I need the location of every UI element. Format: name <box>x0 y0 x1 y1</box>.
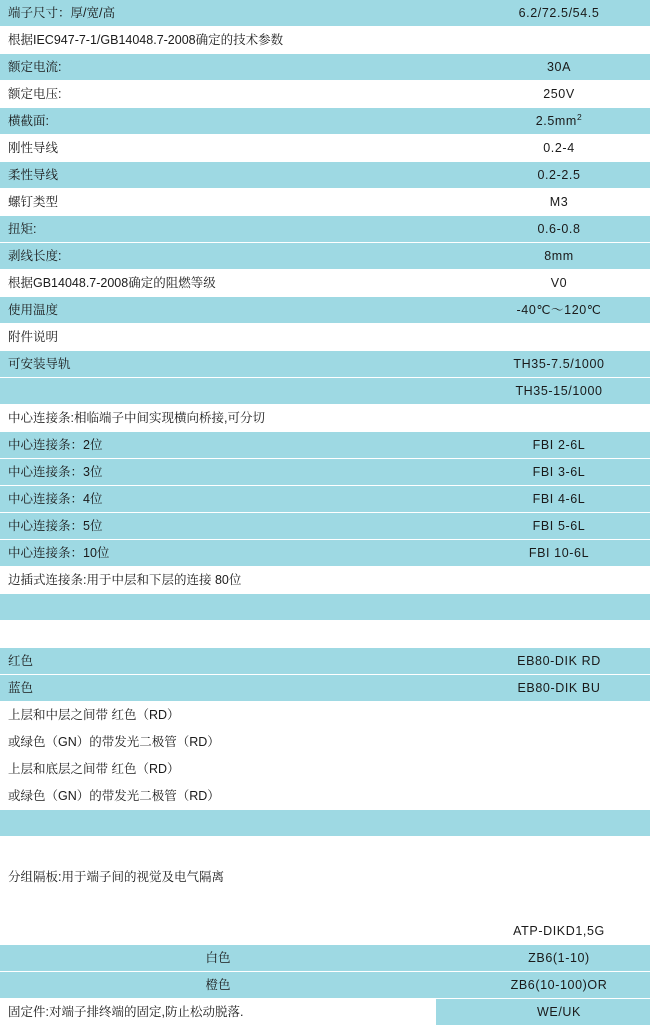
row-value <box>436 891 650 918</box>
table-row <box>0 891 650 918</box>
row-label: 根据IEC947-7-1/GB14048.7-2008确定的技术参数 <box>0 27 436 54</box>
row-value: 0.6-0.8 <box>436 216 650 243</box>
table-row <box>0 162 650 189</box>
row-value <box>436 810 650 837</box>
table-row <box>0 324 650 351</box>
table-row <box>0 27 650 54</box>
row-label: 蓝色 <box>0 675 436 702</box>
table-row <box>0 783 650 810</box>
row-label: 额定电流: <box>0 54 436 81</box>
table-row <box>0 675 650 702</box>
row-label: 使用温度 <box>0 297 436 324</box>
table-row <box>0 405 650 432</box>
row-value: FBI 2-6L <box>436 432 650 459</box>
row-value <box>436 108 650 135</box>
row-label: 白色 <box>0 945 436 972</box>
row-label: 中心连接条：2位 <box>0 432 436 459</box>
row-label: 中心连接条：5位 <box>0 513 436 540</box>
table-row <box>0 270 650 297</box>
row-value <box>436 405 650 432</box>
row-label: 或绿色（GN）的带发光二极管（RD） <box>0 783 436 810</box>
row-value <box>436 783 650 810</box>
row-value: 6.2/72.5/54.5 <box>436 0 650 27</box>
table-row <box>0 567 650 594</box>
row-label <box>0 621 436 648</box>
row-value: FBI 5-6L <box>436 513 650 540</box>
row-label: 固定件:对端子排终端的固定,防止松动脱落. <box>0 999 436 1026</box>
table-row <box>0 540 650 567</box>
row-label: 附件说明 <box>0 324 436 351</box>
table-row <box>0 351 650 378</box>
table-row <box>0 0 650 27</box>
row-value <box>436 702 650 729</box>
table-row <box>0 594 650 621</box>
row-label: 剥线长度: <box>0 243 436 270</box>
row-label <box>0 810 436 837</box>
table-row <box>0 756 650 783</box>
row-value: EB80-DIK RD <box>436 648 650 675</box>
row-value: M3 <box>436 189 650 216</box>
row-value <box>436 324 650 351</box>
row-value: 0.2-2.5 <box>436 162 650 189</box>
table-row <box>0 621 650 648</box>
row-value <box>436 756 650 783</box>
row-value: 0.2-4 <box>436 135 650 162</box>
row-value: FBI 10-6L <box>436 540 650 567</box>
row-value: WE/UK <box>436 999 650 1026</box>
table-row <box>0 486 650 513</box>
row-value: EB80-DIK BU <box>436 675 650 702</box>
table-row <box>0 432 650 459</box>
row-value: 8mm <box>436 243 650 270</box>
row-label: 可安装导轨 <box>0 351 436 378</box>
row-label <box>0 891 436 918</box>
row-value <box>436 567 650 594</box>
row-label: 橙色 <box>0 972 436 999</box>
table-row <box>0 837 650 864</box>
row-label: 边插式连接条:用于中层和下层的连接 80位 <box>0 567 436 594</box>
row-value <box>436 837 650 864</box>
table-row <box>0 945 650 972</box>
row-label: 中心连接条：4位 <box>0 486 436 513</box>
row-label: 刚性导线 <box>0 135 436 162</box>
row-value: FBI 4-6L <box>436 486 650 513</box>
table-row <box>0 189 650 216</box>
row-value <box>436 864 650 891</box>
table-row <box>0 702 650 729</box>
table-row <box>0 54 650 81</box>
row-label: 或绿色（GN）的带发光二极管（RD） <box>0 729 436 756</box>
row-value: ATP-DIKD1,5G <box>436 918 650 945</box>
table-row <box>0 972 650 999</box>
row-label <box>0 594 436 621</box>
row-value: ZB6(10-100)OR <box>436 972 650 999</box>
row-label: 横截面: <box>0 108 436 135</box>
table-row <box>0 864 650 891</box>
table-row <box>0 216 650 243</box>
row-value: V0 <box>436 270 650 297</box>
row-label: 柔性导线 <box>0 162 436 189</box>
row-label <box>0 378 436 405</box>
table-row <box>0 108 650 135</box>
table-row <box>0 648 650 675</box>
table-row <box>0 999 650 1026</box>
row-label: 中心连接条：3位 <box>0 459 436 486</box>
row-label: 中心连接条：10位 <box>0 540 436 567</box>
row-value <box>436 594 650 621</box>
table-row <box>0 729 650 756</box>
row-value: TH35-15/1000 <box>436 378 650 405</box>
table-row <box>0 918 650 945</box>
row-label: 根据GB14048.7-2008确定的阻燃等级 <box>0 270 436 297</box>
row-label: 端子尺寸：厚/宽/高 <box>0 0 436 27</box>
row-label: 扭矩: <box>0 216 436 243</box>
row-label: 分组隔板:用于端子间的视觉及电气隔离 <box>0 864 436 891</box>
row-label: 上层和中层之间带 红色（RD） <box>0 702 436 729</box>
table-row <box>0 297 650 324</box>
table-row <box>0 513 650 540</box>
table-row <box>0 243 650 270</box>
row-value <box>436 729 650 756</box>
row-value: FBI 3-6L <box>436 459 650 486</box>
table-row <box>0 378 650 405</box>
table-row <box>0 81 650 108</box>
table-row <box>0 459 650 486</box>
row-value-superscript: 2 <box>576 111 583 122</box>
table-row <box>0 135 650 162</box>
row-label <box>0 837 436 864</box>
table-row <box>0 810 650 837</box>
row-value <box>436 621 650 648</box>
row-value: ZB6(1-10) <box>436 945 650 972</box>
row-value-text: 2.5mm <box>535 113 577 128</box>
row-value: -40℃～120℃ <box>436 297 650 324</box>
row-value <box>436 27 650 54</box>
row-label: 额定电压: <box>0 81 436 108</box>
row-value: 30A <box>436 54 650 81</box>
row-label: 中心连接条:相临端子中间实现横向桥接,可分切 <box>0 405 436 432</box>
row-label: 螺钉类型 <box>0 189 436 216</box>
row-label: 红色 <box>0 648 436 675</box>
row-value: 250V <box>436 81 650 108</box>
row-value: TH35-7.5/1000 <box>436 351 650 378</box>
row-label <box>0 918 436 945</box>
row-label: 上层和底层之间带 红色（RD） <box>0 756 436 783</box>
